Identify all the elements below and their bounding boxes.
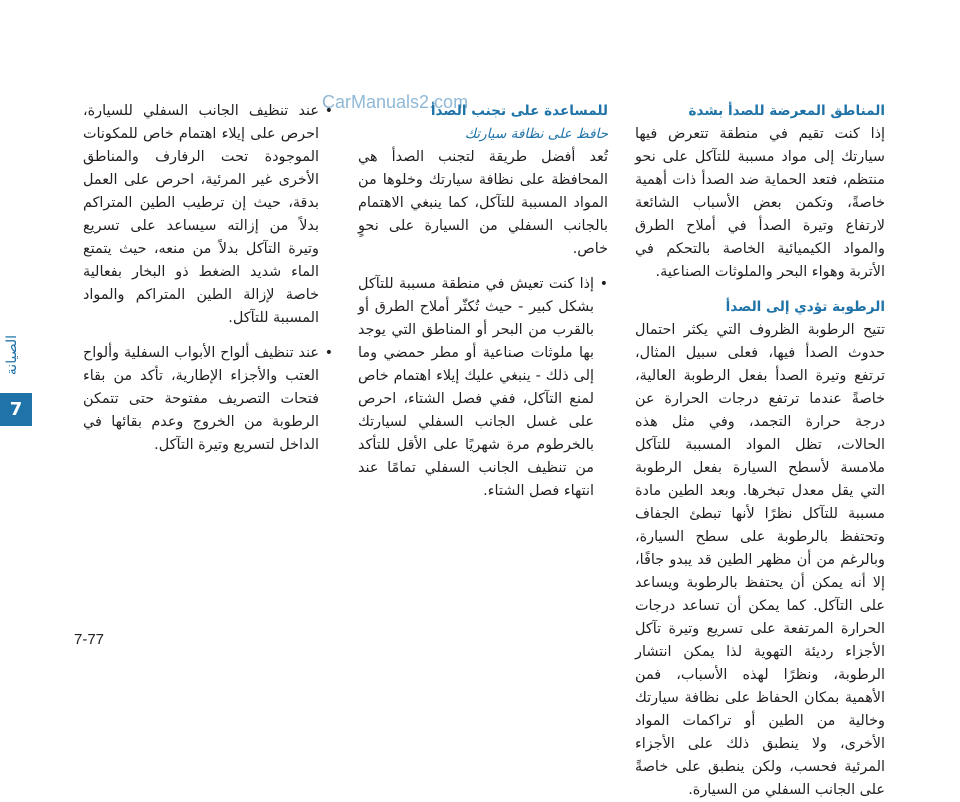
heading-avoid-rust: للمساعدة على تجنب الصدأ xyxy=(430,103,608,119)
paragraph-keep-clean: تُعد أفضل طريقة لتجنب الصدأ هي المحافظة على نظافة سيارتك وخلوها من المواد المسببة للتآكل، كما ينبغي الاهتمام بالجانب السفلي من السيارة على نحوٍ خاص. xyxy=(358,149,608,257)
right-column xyxy=(635,100,885,802)
watermark: CarManuals2.com xyxy=(322,92,469,112)
bullet-item: • إذا كنت تعيش في منطقة مسببة للتآكل بشكل كبير - حيث تُكثّر أملاح الطرق أو بالقرب من البحر أو المناطق التي يوجد بها ملوثات صناعية أو مطر حمضي وما إلى ذلك - ينبغي عليك إيلاء اهتمام خاص لمنع التآكل، ففي فصل الشتاء، احرص على غسل الجانب السفلي لسيارتك بالخرطوم مرة شهريًا على الأقل للتأكد من تنظيف الجانب السفلي تمامًا عند انتهاء فصل الشتاء. xyxy=(358,273,608,503)
bullet-item: • عند تنظيف الجانب السفلي للسيارة، احرص على إيلاء اهتمام خاص للمكونات الموجودة تحت الرفارف والمناطق الأخرى غير المرئية، احرص على العمل بدقة، حيث إن ترطيب الطين المتراكم بدلاً من إزالته سيساعد على تسريع وتيرة التآكل بدلاً من منعه، حيث يتمتع الماء شديد الضغط ذو البخار بفعالية خاصة لإزالة الطين المتراكم والمواد المسببة للتآكل. xyxy=(83,100,333,330)
subheading-keep-clean: حافظ على نظافة سيارتك xyxy=(464,126,608,142)
paragraph-moisture-rust: تتيح الرطوبة الظروف التي يكثر احتمال حدوث الصدأ فيها، فعلى سبيل المثال، ترتفع وتيرة الصدأ بفعل الرطوبة العالية، خاصةً عندما ترتفع درجات الحرارة عن درجة حرارة التجمد، وفي مثل هذه الحالات، تظل المواد المسببة للتآكل ملامسة لأسطح السيارة بفعل الرطوبة التي يقل معدل تبخرها. وبعد الطين مادة مسببة للتآكل نظرًا لأنها تبطئ الجفاف وتحتفظ بالرطوبة على سطح السيارة، وبالرغم من أن مظهر الطين قد يبدو جافًا، إلا أنه يمكن أن يحتفظ بالرطوبة ويساعد على التآكل. كما يمكن أن تساعد درجات الحرارة المرتفعة على تسريع وتيرة تآكل الأجزاء رديئة التهوية لذا يمكن انتشار الرطوبة، ونظرًا لهذه الأسباب، فمن الأهمية بمكان الحفاظ على نظافة سيارتك وخالية من الطين أو تراكمات المواد الأخرى، ولا ينطبق ذلك على الأجزاء المرئية فحسب، ولكن ينطبق على خاصةً على الجانب السفلي من السيارة. xyxy=(635,322,885,798)
left-bullet-list xyxy=(83,100,333,457)
section-title: الصيانة xyxy=(4,335,20,376)
heading-rust-prone-areas: المناطق المعرضة للصدأ بشدة xyxy=(688,103,885,119)
page-number: 7-77 xyxy=(74,631,105,648)
heading-moisture-rust: الرطوبة تؤدي إلى الصدأ xyxy=(725,299,885,315)
chapter-number-badge: 7 xyxy=(0,393,32,426)
middle-bullet-list xyxy=(358,273,608,503)
bullet-item: • عند تنظيف ألواح الأبواب السفلية وألواح العتب والأجزاء الإطارية، تأكد من بقاء فتحات التصريف مفتوحة حتى تتمكن الرطوبة من الخروج وعدم بقائها في الداخل لتسريع وتيرة التآكل. xyxy=(83,342,333,457)
side-tab xyxy=(0,0,34,685)
paragraph-rust-prone-areas: إذا كنت تقيم في منطقة تتعرض فيها سيارتك إلى مواد مسببة للتآكل على نحو منتظم، فتعد الحماية ضد الصدأ ذات أهمية خاصةً، وتكمن بعض الأسباب الشائعة لارتفاع وتيرة الصدأ في أملاح الطرق والمواد الكيميائية الخاصة بالتحكم في الأتربة وهواء البحر والملوثات الصناعية. xyxy=(635,126,885,280)
left-column xyxy=(83,100,333,469)
middle-column xyxy=(358,100,608,515)
